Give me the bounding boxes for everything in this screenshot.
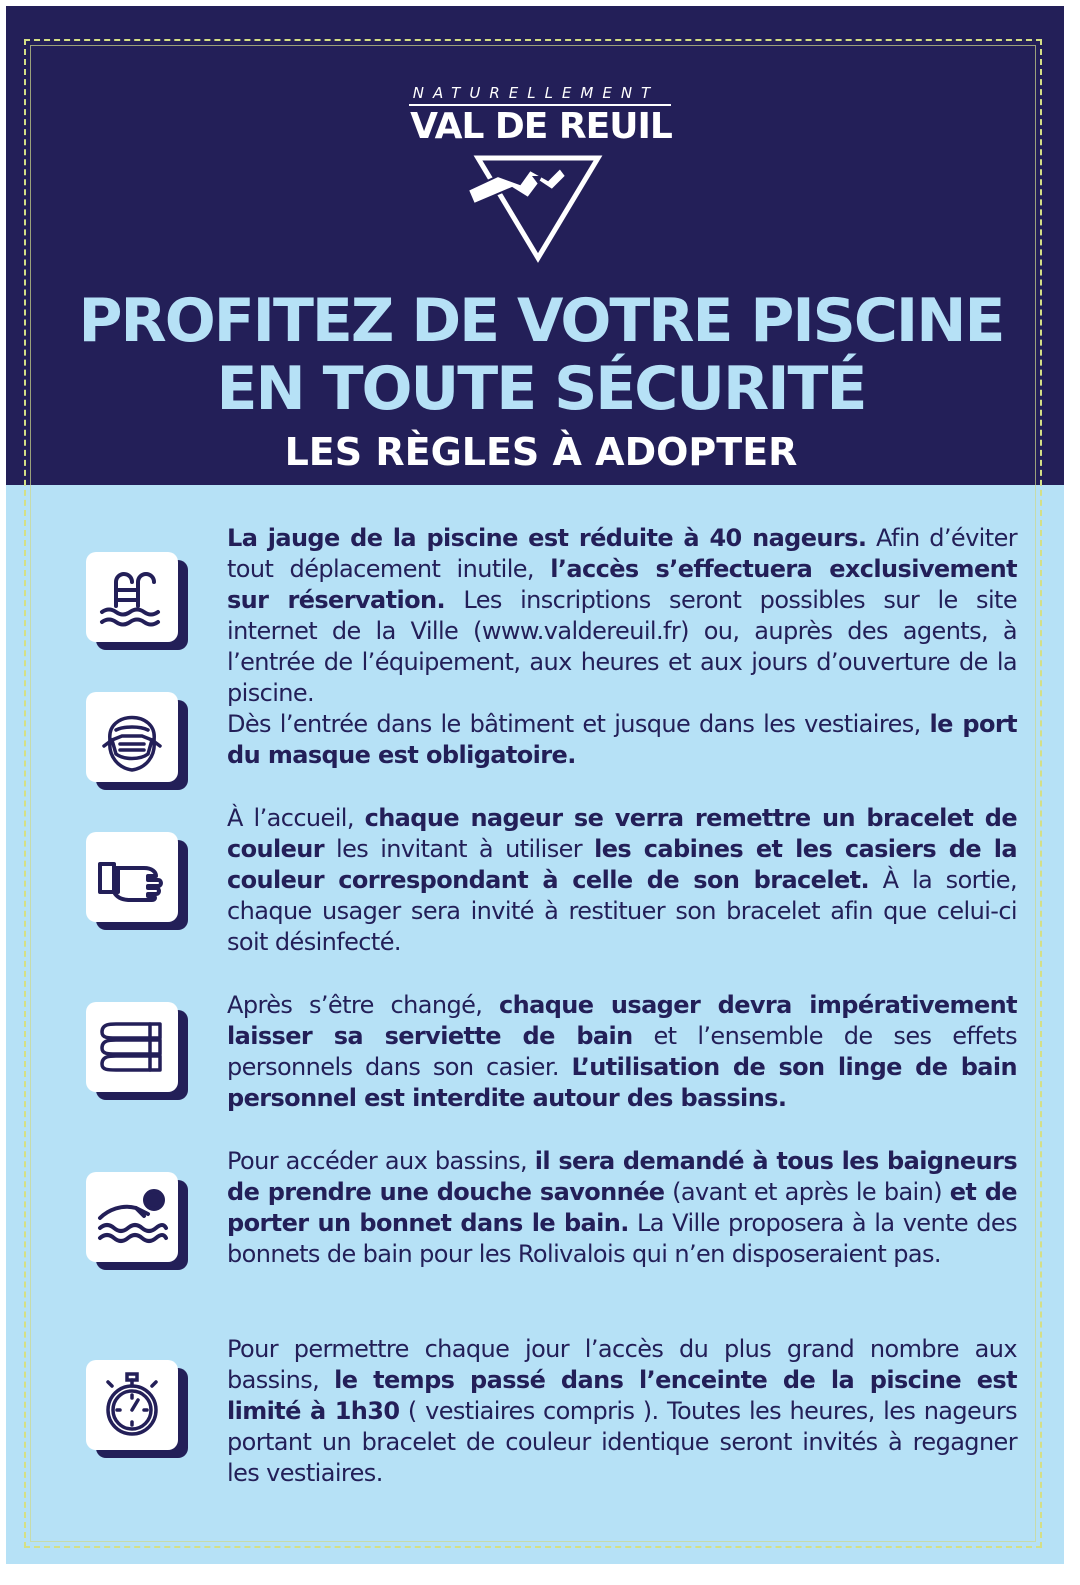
title-line-1: PROFITEZ DE VOTRE PISCINE: [78, 286, 1004, 356]
face-mask-icon: [86, 692, 178, 782]
rule-emphasis: L’utilisation de son linge de bain personnel est interdite autour des bassins.: [227, 1053, 1018, 1112]
poster: [6, 6, 1064, 1564]
rule-emphasis: il sera demandé à tous les baigneurs de prendre une douche savonnée: [227, 1147, 1018, 1206]
rule-text-segment: Pour permettre chaque jour l’accès du plus grand nombre aux bassins,: [227, 1335, 1017, 1394]
wristband-icon: [86, 832, 178, 922]
brand-tagline: NATURELLEMENT: [412, 84, 660, 102]
rule-text-segment: Les inscriptions seront possibles sur le site internet de la Ville (www.valdereuil.fr) ou, auprès des agents, à l’entrée de l’équipement, aux heures et aux jours d’ouverture de la piscine.: [227, 586, 1017, 707]
rule-text-segment: À la sortie, chaque usager sera invité à restituer son bracelet afin que celui-ci soit désinfecté.: [227, 866, 1017, 956]
rule-text-segment: et l’ensemble de ses effets personnels dans son casier.: [227, 1022, 1017, 1081]
rule-emphasis: le port du masque est obligatoire.: [227, 710, 1017, 769]
rule-text-segment: Afin d’éviter tout déplacement inutile,: [227, 524, 1017, 583]
brand-name: VAL DE REUIL: [410, 106, 672, 147]
rule-emphasis: chaque usager devra impérativement laisser sa serviette de bain: [227, 991, 1017, 1050]
rule-1-text: [227, 523, 1017, 709]
rule-emphasis: La jauge de la piscine est réduite à 40 nageurs.: [227, 524, 867, 552]
rule-text-segment: À l’accueil,: [227, 804, 365, 832]
stopwatch-icon: [86, 1360, 178, 1450]
rule-text-segment: les invitant à utiliser: [324, 835, 595, 863]
rule-emphasis: l’accès s’effectuera exclusivement sur réservation.: [227, 555, 1017, 614]
rule-5-text: [227, 1146, 1017, 1270]
towels-icon: [86, 1002, 178, 1092]
pool-ladder-icon: [86, 552, 178, 642]
title-line-2: EN TOUTE SÉCURITÉ: [216, 354, 866, 424]
rule-text-segment: Pour accéder aux bassins,: [227, 1147, 535, 1175]
rule-emphasis: et de porter un bonnet dans le bain.: [227, 1178, 1017, 1237]
rule-6-text: [227, 1334, 1017, 1489]
swimmer-icon: [86, 1172, 178, 1262]
rule-4-text: [227, 990, 1017, 1114]
subtitle: LES RÈGLES À ADOPTER: [284, 430, 798, 474]
rule-text-segment: (avant et après le bain): [664, 1178, 950, 1206]
val-de-reuil-logo-icon: [468, 146, 608, 266]
rule-text-segment: Dès l’entrée dans le bâtiment et jusque dans les vestiaires,: [227, 710, 930, 738]
rule-emphasis: le temps passé dans l’enceinte de la piscine est limité à 1h30: [227, 1366, 1017, 1425]
rule-text-segment: ( vestiaires compris ). Toutes les heures, les nageurs portant un bracelet de couleur identique seront invités à regagner les vestiaires.: [227, 1397, 1017, 1487]
rule-text-segment: La Ville proposera à la vente des bonnets de bain pour les Rolivalois qui n’en disposeraient pas.: [227, 1209, 1018, 1268]
rule-emphasis: les cabines et les casiers de la couleur correspondant à celle de son bracelet.: [227, 835, 1017, 894]
rule-emphasis: chaque nageur se verra remettre un bracelet de couleur: [227, 804, 1017, 863]
header-banner: [6, 6, 1064, 485]
rule-text-segment: Après s’être changé,: [227, 991, 500, 1019]
rule-3-text: [227, 803, 1017, 958]
rule-2-text: [227, 709, 1017, 771]
